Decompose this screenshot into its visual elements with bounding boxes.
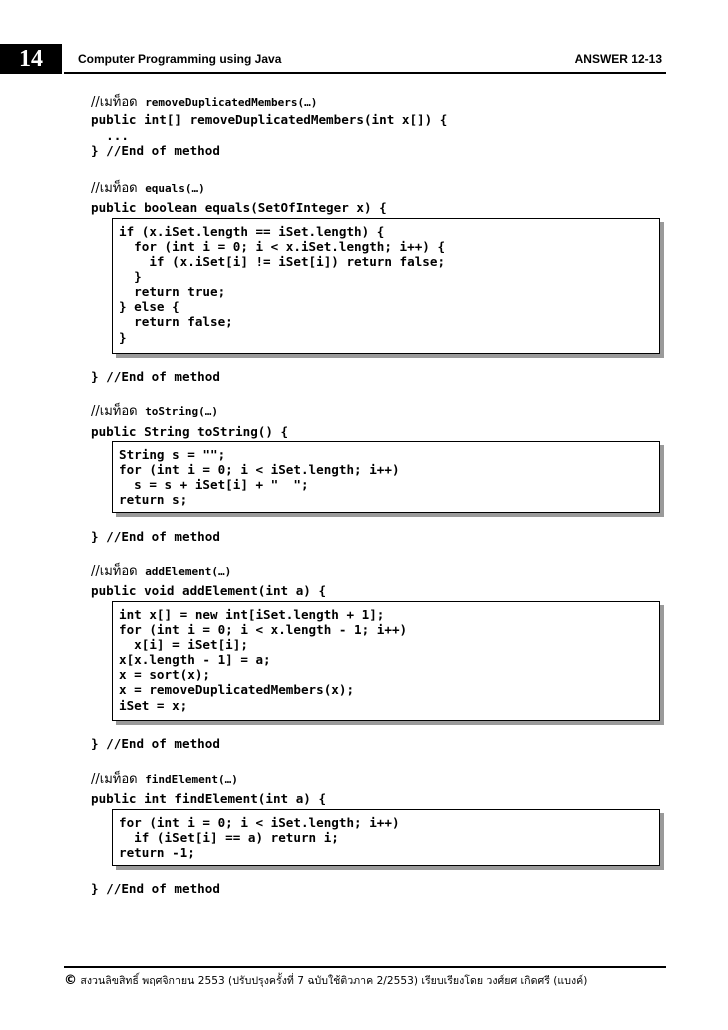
comment-method-name: removeDuplicatedMembers(…) (145, 96, 318, 109)
code-line: if (iSet[i] == a) return i; (119, 830, 339, 845)
code-line: } (119, 269, 142, 284)
method-end: } //End of method (91, 529, 220, 544)
method-signature: public void addElement(int a) { (91, 583, 327, 598)
footer (64, 972, 587, 989)
code-line: ... (91, 128, 129, 143)
code-line: x[i] = iSet[i]; (119, 637, 248, 652)
comment-method-name: toString(…) (145, 405, 219, 418)
comment-prefix: //เมท็อด (91, 564, 138, 579)
code-line: x = sort(x); (119, 667, 210, 682)
method-signature: public int findElement(int a) { (91, 791, 327, 806)
code-line: s = s + iSet[i] + " "; (119, 477, 309, 492)
code-line: x = removeDuplicatedMembers(x); (119, 682, 355, 697)
header-title: Computer Programming using Java (78, 52, 282, 66)
method-comment (91, 94, 317, 110)
method-comment (91, 563, 231, 579)
comment-method-name: findElement(…) (145, 773, 238, 786)
comment-prefix: //เมท็อด (91, 772, 138, 787)
page-number-badge: 14 (0, 44, 62, 74)
method-comment (91, 180, 205, 196)
method-comment (91, 771, 238, 787)
method-signature: public String toString() { (91, 424, 289, 439)
method-signature: public int[] removeDuplicatedMembers(int x[]) { (91, 112, 448, 127)
footer-text: สงวนลิขสิทธิ์ พฤศจิกายน 2553 (ปรับปรุงครั้งที่ 7 ฉบับใช้ติวภาค 2/2553) เรียบเรียงโดย วงศ์ยศ เกิดศรี (แบงค์) (80, 975, 588, 987)
method-end: } //End of method (91, 736, 220, 751)
code-line: for (int i = 0; i < x.iSet.length; i++) { (119, 239, 446, 254)
header-rule (64, 72, 666, 74)
footer-rule (64, 966, 666, 968)
code-line: } (119, 330, 127, 345)
comment-prefix: //เมท็อด (91, 181, 138, 196)
comment-prefix: //เมท็อด (91, 404, 138, 419)
method-end: } //End of method (91, 881, 220, 896)
method-comment (91, 403, 218, 419)
code-line: int x[] = new int[iSet.length + 1]; (119, 607, 385, 622)
comment-method-name: equals(…) (145, 182, 205, 195)
code-line: return false; (119, 314, 233, 329)
method-end: } //End of method (91, 369, 220, 384)
code-line: } else { (119, 299, 180, 314)
code-line: for (int i = 0; i < iSet.length; i++) (119, 462, 400, 477)
code-line: x[x.length - 1] = a; (119, 652, 271, 667)
code-line: iSet = x; (119, 698, 188, 713)
comment-method-name: addElement(…) (145, 565, 232, 578)
code-line: return -1; (119, 845, 195, 860)
code-line: for (int i = 0; i < iSet.length; i++) (119, 815, 400, 830)
code-line: return s; (119, 492, 188, 507)
header-section: ANSWER 12-13 (574, 52, 662, 66)
method-signature: public boolean equals(SetOfInteger x) { (91, 200, 387, 215)
method-end: } //End of method (91, 143, 220, 158)
copyright-icon: © (64, 973, 77, 988)
code-line: for (int i = 0; i < x.length - 1; i++) (119, 622, 408, 637)
code-line: String s = ""; (119, 447, 226, 462)
code-line: if (x.iSet.length == iSet.length) { (119, 224, 385, 239)
comment-prefix: //เมท็อด (91, 95, 138, 110)
code-line: if (x.iSet[i] != iSet[i]) return false; (119, 254, 446, 269)
code-line: return true; (119, 284, 226, 299)
